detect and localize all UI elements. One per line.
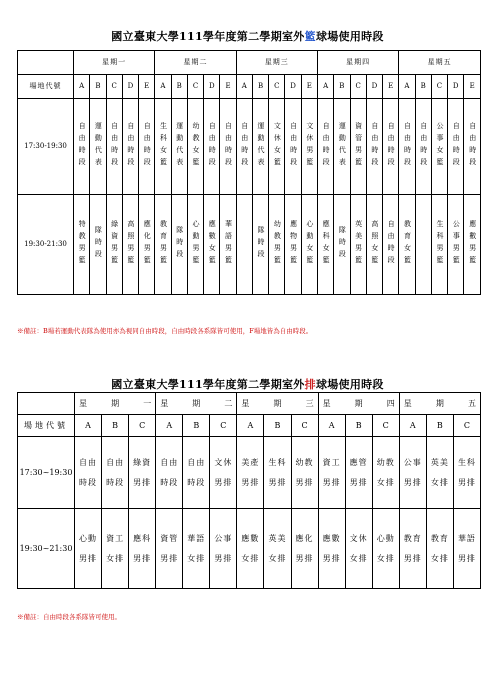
slot-cell [431, 99, 447, 195]
slot-label: 女排 [187, 553, 206, 563]
slot-label: 男排 [322, 477, 341, 487]
slot-label: 運動代表 [257, 121, 266, 170]
slot-cell [139, 99, 155, 195]
court-letter: D [366, 75, 382, 99]
slot-cell [285, 195, 301, 295]
slot-cell [372, 509, 399, 589]
slot-cell [415, 195, 431, 295]
basketball-schedule-table [17, 50, 481, 295]
slot-label: 華語 [187, 533, 206, 543]
court-letter: D [285, 75, 301, 99]
slot-cell [156, 437, 183, 509]
slot-cell [220, 99, 236, 195]
court-letter: C [372, 415, 399, 437]
day-header: 星期四 [317, 51, 398, 75]
day-header: 星期二 [155, 51, 236, 75]
slot-label: 文休 [214, 457, 233, 467]
slot-label: 公事男籃 [452, 219, 461, 268]
slot-label: 華語男籃 [224, 219, 233, 268]
slot-cell [252, 99, 268, 195]
time-slot: 17:30~19:30 [18, 437, 75, 509]
court-letter: A [399, 75, 415, 99]
slot-cell [252, 195, 268, 295]
slot-label: 資工 [322, 457, 341, 467]
slot-cell [318, 509, 345, 589]
slot-label: 自由時段 [208, 121, 217, 170]
day-char: 星 [403, 398, 412, 408]
slot-cell [183, 509, 210, 589]
slot-label: 應數 [241, 533, 260, 543]
day-char: 期 [192, 398, 201, 408]
slot-cell [350, 195, 366, 295]
slot-cell [156, 509, 183, 589]
slot-label: 男排 [133, 553, 152, 563]
slot-cell [102, 509, 129, 589]
slot-label: 生科男籃 [435, 219, 444, 268]
slot-cell [345, 509, 372, 589]
day-char: 期 [111, 398, 120, 408]
slot-label: 高照女籃 [370, 219, 379, 268]
slot-cell [236, 195, 252, 295]
slot-label: 男排 [322, 553, 341, 563]
slot-cell [291, 509, 318, 589]
slot-label: 男排 [79, 553, 98, 563]
slot-label: 文休 [349, 533, 368, 543]
slot-label: 應科 [133, 533, 152, 543]
court-letter: C [431, 75, 447, 99]
slot-label: 女排 [349, 553, 368, 563]
slot-label: 生科女籃 [159, 121, 168, 170]
slot-cell [448, 195, 464, 295]
slot-cell [129, 509, 156, 589]
slot-label: 男排 [214, 553, 233, 563]
slot-label: 自由時段 [78, 121, 87, 170]
slot-cell [399, 509, 426, 589]
slot-label: 高照男籃 [126, 219, 135, 268]
day-header [75, 393, 156, 415]
day-char: 期 [435, 398, 444, 408]
slot-cell [74, 195, 90, 295]
court-letter: D [448, 75, 464, 99]
slot-cell [415, 99, 431, 195]
slot-label: 幼教男籃 [273, 219, 282, 268]
court-letter: A [237, 415, 264, 437]
slot-label: 女排 [376, 553, 395, 563]
slot-cell [285, 99, 301, 195]
slot-cell [204, 99, 220, 195]
slot-cell [129, 437, 156, 509]
slot-label: 自由時段 [240, 121, 249, 170]
slot-cell [187, 99, 203, 195]
slot-label: 綠資 [133, 457, 152, 467]
slot-label: 自由時段 [126, 121, 135, 170]
slot-label: 英美 [268, 533, 287, 543]
slot-label: 運動代表 [175, 121, 184, 170]
slot-label: 教育 [430, 533, 449, 543]
slot-label: 男排 [349, 477, 368, 487]
slot-label: 資管 [160, 533, 179, 543]
slot-label: 男排 [160, 553, 179, 563]
slot-cell [464, 195, 481, 295]
slot-label: 自由時段 [403, 121, 412, 170]
slot-cell [264, 437, 291, 509]
slot-label: 幼教 [295, 457, 314, 467]
slot-label: 自由時段 [370, 121, 379, 170]
day-header [399, 393, 480, 415]
slot-label: 資工 [106, 533, 125, 543]
table2-title: 國立臺東大學111學年度第二學期室外排球場使用時段 [111, 378, 384, 391]
slot-label: 英美 [430, 457, 449, 467]
slot-label: 隊時段 [257, 225, 266, 262]
slot-cell [106, 195, 122, 295]
slot-label: 男排 [457, 553, 476, 563]
slot-cell [90, 195, 106, 295]
slot-cell [106, 99, 122, 195]
court-code-label: 場地代號 [18, 75, 74, 99]
court-letter: C [129, 415, 156, 437]
slot-cell [383, 195, 399, 295]
slot-cell [264, 509, 291, 589]
slot-label: 隊時段 [338, 225, 347, 262]
slot-label: 生科 [268, 457, 287, 467]
slot-cell [301, 99, 317, 195]
slot-cell [399, 195, 415, 295]
court-letter: C [106, 75, 122, 99]
table1-title: 國立臺東大學111學年度第二學期室外籃球場使用時段 [111, 30, 384, 43]
day-char: 三 [305, 398, 314, 408]
slot-label: 隊時段 [175, 225, 184, 262]
court-letter: A [156, 415, 183, 437]
slot-cell [204, 195, 220, 295]
slot-label: 應管 [349, 457, 368, 467]
slot-label: 心動 [79, 533, 98, 543]
slot-label: 特教男籃 [78, 219, 87, 268]
court-letter: B [264, 415, 291, 437]
slot-label: 文休男籃 [305, 121, 314, 170]
slot-cell [74, 99, 90, 195]
court-letter: A [155, 75, 171, 99]
day-header-text [404, 400, 476, 408]
slot-cell [366, 99, 382, 195]
slot-label: 時段 [106, 477, 125, 487]
slot-cell [301, 195, 317, 295]
time-slot: 19:30-21:30 [18, 195, 74, 295]
slot-label: 英美男籃 [354, 219, 363, 268]
day-header: 星期五 [399, 51, 481, 75]
slot-label: 應物男籃 [289, 219, 298, 268]
court-letter: D [204, 75, 220, 99]
court-letter: E [139, 75, 155, 99]
slot-label: 女排 [241, 553, 260, 563]
slot-label: 自由時段 [387, 219, 396, 268]
slot-cell [75, 437, 102, 509]
court-letter: C [291, 415, 318, 437]
slot-label: 應化 [295, 533, 314, 543]
day-char: 四 [386, 398, 395, 408]
court-letter: B [252, 75, 268, 99]
slot-cell [334, 99, 350, 195]
table2-note: ※備註：自由時段各系隊皆可使用。 [17, 613, 121, 621]
slot-label: 公事 [403, 457, 422, 467]
slot-cell [183, 437, 210, 509]
court-letter: A [399, 415, 426, 437]
slot-label: 幼教女籃 [191, 121, 200, 170]
slot-cell [220, 195, 236, 295]
slot-label: 自由時段 [387, 121, 396, 170]
slot-label: 時段 [79, 477, 98, 487]
slot-label: 男排 [241, 477, 260, 487]
court-letter: A [74, 75, 90, 99]
slot-cell [187, 195, 203, 295]
slot-label: 女排 [376, 477, 395, 487]
slot-label: 男排 [133, 477, 152, 487]
court-letter: E [464, 75, 481, 99]
time-slot: 17:30-19:30 [18, 99, 74, 195]
slot-cell [171, 99, 187, 195]
slot-label: 華語 [457, 533, 476, 543]
slot-label: 男排 [403, 553, 422, 563]
corner-cell [18, 51, 74, 75]
slot-label: 女排 [430, 553, 449, 563]
slot-cell [464, 99, 481, 195]
court-letter: B [345, 415, 372, 437]
slot-cell [171, 195, 187, 295]
slot-label: 自由 [187, 457, 206, 467]
slot-label: 教育 [403, 533, 422, 543]
slot-label: 男排 [214, 477, 233, 487]
time-slot: 19:30~21:30 [18, 509, 75, 589]
slot-label: 教育男籃 [159, 219, 168, 268]
court-code-label: 場地代號 [18, 415, 75, 437]
slot-cell [269, 195, 285, 295]
day-header-text [241, 400, 313, 408]
slot-label: 自由 [79, 457, 98, 467]
court-letter: B [183, 415, 210, 437]
slot-label: 時段 [187, 477, 206, 487]
day-header [237, 393, 318, 415]
court-letter: B [426, 415, 453, 437]
court-letter: E [220, 75, 236, 99]
day-header [318, 393, 399, 415]
day-header: 星期一 [74, 51, 155, 75]
slot-cell [372, 437, 399, 509]
table1-note: ※備註：B場若運動代表隊為使用亦為視同自由時段，自由時段各系隊皆可使用，F場地皆為自由時段。 [17, 327, 313, 335]
day-header: 星期三 [236, 51, 317, 75]
slot-label: 男排 [295, 553, 314, 563]
slot-label: 自由時段 [419, 121, 428, 170]
day-char: 星 [241, 398, 250, 408]
slot-cell [210, 509, 237, 589]
slot-label: 自由時段 [224, 121, 233, 170]
slot-cell [90, 99, 106, 195]
court-letter: E [383, 75, 399, 99]
court-letter: C [453, 415, 480, 437]
day-header-text [160, 400, 232, 408]
slot-cell [155, 99, 171, 195]
slot-label: 綠資男籃 [110, 219, 119, 268]
slot-cell [453, 437, 480, 509]
slot-label: 應數男籃 [468, 219, 477, 268]
slot-cell [75, 509, 102, 589]
day-header-text [79, 400, 151, 408]
court-letter: C [269, 75, 285, 99]
slot-cell [431, 195, 447, 295]
court-letter: B [415, 75, 431, 99]
slot-cell [334, 195, 350, 295]
slot-cell [448, 99, 464, 195]
slot-label: 自由時段 [322, 121, 331, 170]
day-char: 二 [224, 398, 233, 408]
slot-cell [269, 99, 285, 195]
court-letter: A [318, 415, 345, 437]
slot-label: 應化男籃 [143, 219, 152, 268]
slot-label: 時段 [160, 477, 179, 487]
slot-label: 公事 [214, 533, 233, 543]
court-letter: B [171, 75, 187, 99]
day-char: 星 [322, 398, 331, 408]
slot-label: 心動女籃 [305, 219, 314, 268]
slot-cell [426, 509, 453, 589]
day-header [156, 393, 237, 415]
court-letter: B [90, 75, 106, 99]
slot-cell [237, 437, 264, 509]
court-letter: D [122, 75, 138, 99]
slot-label: 自由時段 [143, 121, 152, 170]
court-letter: E [301, 75, 317, 99]
slot-label: 自由時段 [468, 121, 477, 170]
slot-label: 教育女籃 [403, 219, 412, 268]
slot-cell [350, 99, 366, 195]
slot-cell [139, 195, 155, 295]
slot-cell [345, 437, 372, 509]
slot-label: 女排 [106, 553, 125, 563]
slot-label: 自由 [106, 457, 125, 467]
court-letter: C [350, 75, 366, 99]
court-letter: A [75, 415, 102, 437]
slot-label: 美產 [241, 457, 260, 467]
slot-cell [236, 99, 252, 195]
slot-cell [383, 99, 399, 195]
slot-label: 隊時段 [94, 225, 103, 262]
slot-cell [155, 195, 171, 295]
slot-label: 應數 [322, 533, 341, 543]
slot-label: 應數女籃 [208, 219, 217, 268]
slot-label: 運動代表 [94, 121, 103, 170]
slot-label: 應科女籃 [322, 219, 331, 268]
slot-label: 資管男籃 [354, 121, 363, 170]
court-letter: B [334, 75, 350, 99]
slot-label: 心動男籃 [191, 219, 200, 268]
corner-cell [18, 393, 75, 415]
day-header-text [323, 400, 395, 408]
slot-label: 運動代表 [338, 121, 347, 170]
court-letter: C [210, 415, 237, 437]
day-char: 期 [354, 398, 363, 408]
slot-cell [102, 437, 129, 509]
slot-cell [366, 195, 382, 295]
slot-label: 自由 [160, 457, 179, 467]
slot-label: 自由時段 [289, 121, 298, 170]
slot-cell [426, 437, 453, 509]
slot-cell [399, 437, 426, 509]
volleyball-schedule-table [17, 392, 481, 589]
slot-label: 男排 [403, 477, 422, 487]
slot-label: 女排 [268, 553, 287, 563]
slot-label: 生科 [457, 457, 476, 467]
slot-label: 女排 [430, 477, 449, 487]
slot-cell [453, 509, 480, 589]
slot-label: 男排 [295, 477, 314, 487]
slot-cell [291, 437, 318, 509]
slot-cell [317, 99, 333, 195]
slot-cell [122, 99, 138, 195]
court-letter: B [102, 415, 129, 437]
slot-label: 幼教 [376, 457, 395, 467]
slot-cell [399, 99, 415, 195]
court-letter: C [187, 75, 203, 99]
day-char: 五 [468, 398, 476, 408]
slot-label: 自由時段 [452, 121, 461, 170]
slot-cell [317, 195, 333, 295]
slot-cell [318, 437, 345, 509]
slot-cell [210, 437, 237, 509]
slot-cell [237, 509, 264, 589]
day-char: 期 [273, 398, 282, 408]
slot-cell [122, 195, 138, 295]
slot-label: 男排 [268, 477, 287, 487]
slot-label: 文休女籃 [273, 121, 282, 170]
day-char: 一 [143, 398, 152, 408]
slot-label: 自由時段 [110, 121, 119, 170]
slot-label: 心動 [376, 533, 395, 543]
slot-label: 男排 [457, 477, 476, 487]
court-letter: A [317, 75, 333, 99]
day-char: 星 [79, 398, 87, 408]
slot-label: 公事女籃 [435, 121, 444, 170]
day-char: 星 [160, 398, 169, 408]
court-letter: A [236, 75, 252, 99]
